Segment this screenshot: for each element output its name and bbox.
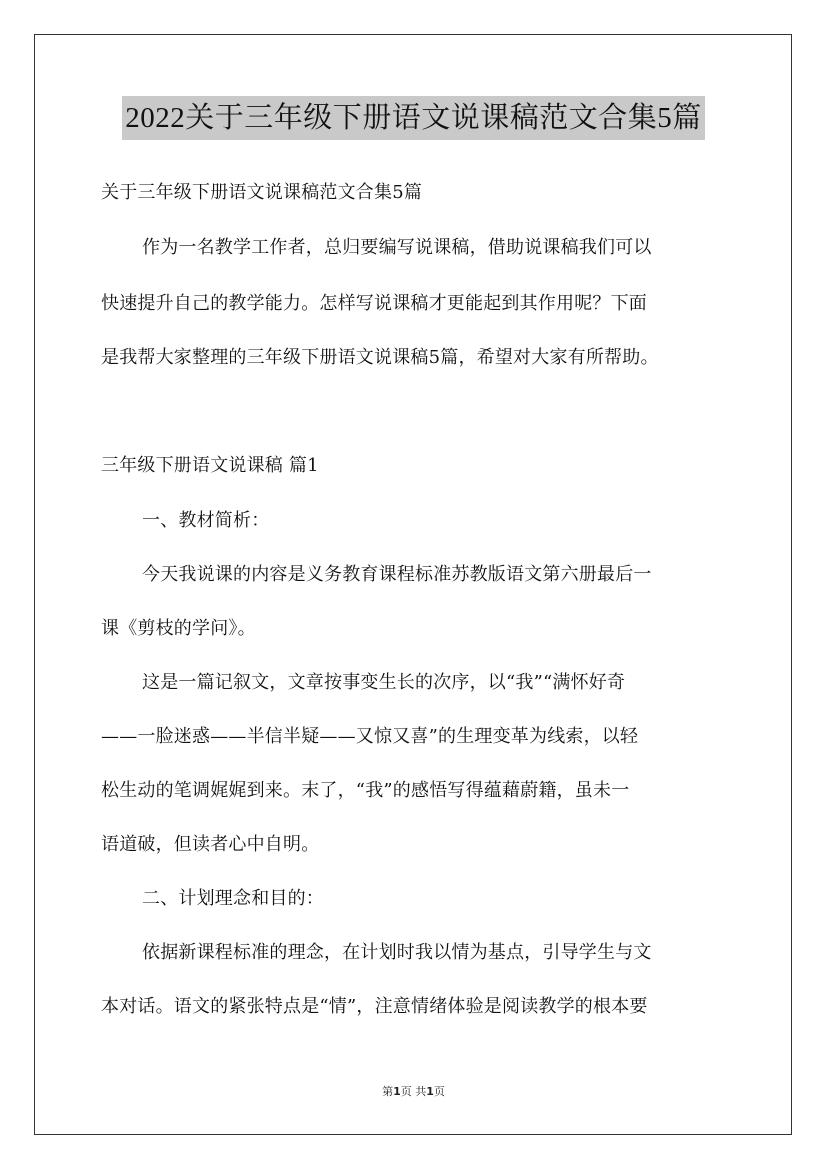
subheading-line: 二、计划理念和目的： [142, 888, 324, 909]
subheading-line: 一、教材简析： [142, 510, 270, 531]
page-prefix: 第 [382, 1085, 394, 1098]
document-title: 2022关于三年级下册语文说课稿范文合集5篇 [122, 96, 705, 140]
subtitle-line: 关于三年级下册语文说课稿范文合集5篇 [101, 182, 423, 203]
paragraph-line: 这是一篇记叙文，文章按事变生长的次序，以“我”“满怀好奇 [142, 672, 626, 693]
section-heading: 三年级下册语文说课稿 篇1 [101, 455, 319, 476]
paragraph-line: 课《剪枝的学问》。 [101, 618, 256, 639]
page-total: 1 [426, 1085, 434, 1098]
paragraph-line: 语道破，但读者心中自明。 [101, 834, 320, 855]
page-mid: 页 共 [400, 1085, 427, 1098]
paragraph-line: 快速提升自己的教学能力。怎样写说课稿才更能起到其作用呢？下面 [101, 293, 647, 314]
page-footer [0, 1083, 827, 1099]
paragraph-line: 今天我说课的内容是义务教育课程标准苏教版语文第六册最后一 [142, 564, 652, 585]
paragraph-line: 依据新课程标准的理念，在计划时我以情为基点，引导学生与文 [142, 942, 652, 963]
paragraph-line: 是我帮大家整理的三年级下册语文说课稿5篇，希望对大家有所帮助。 [101, 347, 659, 368]
paragraph-line: 本对话。语文的紧张特点是“情”，注意情绪体验是阅读教学的根本要 [101, 996, 648, 1017]
title-container [0, 96, 827, 140]
paragraph-line: 作为一名教学工作者，总归要编写说课稿，借助说课稿我们可以 [142, 237, 652, 258]
paragraph-line: 松生动的笔调娓娓到来。末了，“我”的感悟写得蕴藉蔚籍，虽未一 [101, 780, 630, 801]
paragraph-line: ——一脸迷惑——半信半疑——又惊又喜”的生理变革为线索，以轻 [101, 726, 639, 747]
page-number: 1 [393, 1085, 401, 1098]
page-suffix: 页 [433, 1085, 445, 1098]
